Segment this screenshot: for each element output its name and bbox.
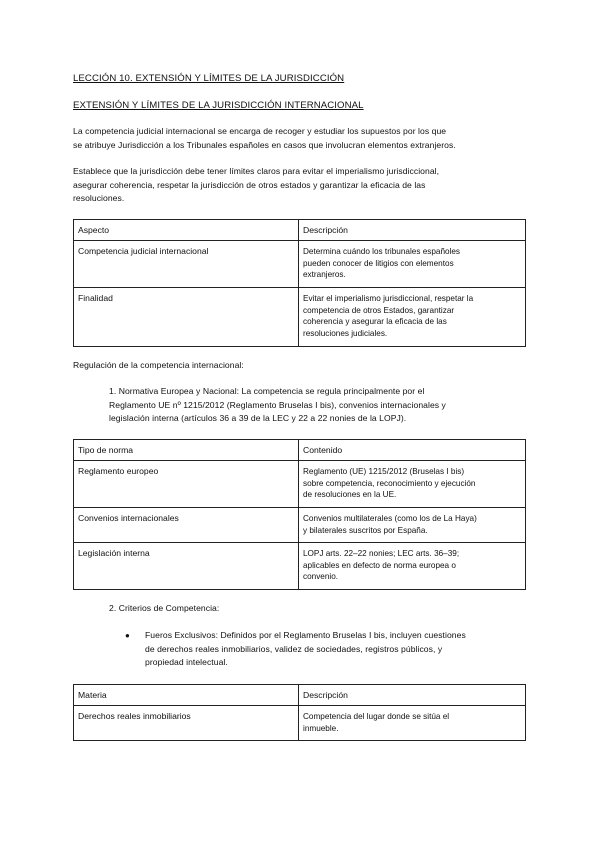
cell-line: resoluciones judiciales. (303, 328, 388, 338)
table-row (74, 288, 526, 347)
text-line: resoluciones. (73, 193, 125, 203)
table-row (74, 461, 526, 508)
table-cell (299, 706, 525, 739)
table-cell: Reglamento europeo (78, 466, 159, 476)
norm-type-table (73, 439, 526, 590)
table-cell: Finalidad (78, 293, 113, 303)
text-line: se atribuye Jurisdicción a los Tribunales españoles en casos que involucran elementos extranjeros. (73, 139, 456, 150)
table-header-row (74, 440, 526, 461)
table-row (74, 706, 526, 741)
cell-line: aplicables en defecto de norma europea o (303, 560, 456, 570)
text-line: Fueros Exclusivos: Definidos por el Reglamento Bruselas I bis, incluyen cuestiones (145, 630, 466, 640)
table-header-cell: Descripción (303, 225, 348, 235)
text-line: La competencia judicial internacional se encarga de recoger y estudiar los supuestos por los que (73, 126, 447, 136)
regulation-heading (73, 359, 531, 373)
text-line: propiedad intelectual. (145, 657, 228, 667)
table-cell: Competencia judicial internacional (78, 246, 209, 256)
bullet-icon: ● (125, 631, 130, 640)
cell-line: competencia de otros Estados, garantizar (303, 305, 455, 315)
cell-line: Competencia del lugar donde se sitúa el (303, 712, 450, 721)
table-row (74, 508, 526, 543)
text-line: 1. Normativa Europea y Nacional: La competencia se regula principalmente por el (109, 386, 425, 396)
intro-paragraph (73, 125, 531, 152)
text-line: legislación interna (artículos 36 a 39 de la LEC y 22 a 22 nonies de la LOPJ). (109, 413, 407, 423)
table-row (74, 241, 526, 288)
matter-table (73, 684, 526, 741)
cell-line: LOPJ arts. 22–22 nonies; LEC arts. 36–39; (303, 549, 460, 558)
text-line: Reglamento UE nº 1215/2012 (Reglamento Bruselas I bis), convenios internacionales y (109, 399, 446, 410)
table-cell: Derechos reales inmobiliarios (78, 711, 191, 721)
list-item-2 (109, 602, 567, 616)
table-header-cell: Aspecto (78, 225, 110, 235)
cell-line: inmueble. (303, 723, 339, 733)
table-row (74, 543, 526, 590)
text-line: Regulación de la competencia internacional: (73, 360, 244, 370)
text-line: 2. Criterios de Competencia: (109, 603, 220, 613)
text-line: de derechos reales inmobiliarios, validez de sociedades, registros públicos, y (145, 643, 443, 654)
table-cell: Convenios internacionales (78, 513, 179, 523)
text-line: asegurar coherencia, respetar la jurisdicción de otros estados y garantizar la eficacia de las (73, 179, 426, 190)
table-header-row (74, 685, 526, 706)
list-item-1 (109, 385, 529, 426)
cell-line: coherencia y asegurar la eficacia de las (303, 317, 447, 327)
cell-line: Determina cuándo los tribunales españoles (303, 247, 461, 256)
section-title: EXTENSIÓN Y LÍMITES DE LA JURISDICCIÓN INTERNACIONAL (73, 100, 364, 111)
cell-line: convenio. (303, 572, 339, 582)
cell-line: de resoluciones en la UE. (303, 490, 397, 500)
cell-line: sobre competencia, reconocimiento y ejecución (303, 478, 476, 488)
table-header-cell: Materia (78, 690, 107, 700)
table-header-cell: Descripción (303, 690, 348, 700)
cell-line: Convenios multilaterales (como los de La Haya) (303, 514, 477, 523)
table-header-cell: Tipo de norma (78, 445, 134, 455)
aspect-table (73, 219, 526, 347)
cell-line: Evitar el imperialismo jurisdiccional, respetar la (303, 294, 474, 303)
limits-paragraph (73, 165, 531, 206)
table-cell (299, 543, 525, 588)
table-cell (299, 288, 525, 344)
cell-line: y bilaterales suscritos por España. (303, 525, 428, 535)
table-cell: Legislación interna (78, 548, 150, 558)
cell-line: Reglamento (UE) 1215/2012 (Bruselas I bis) (303, 467, 465, 476)
table-header-cell: Contenido (303, 445, 343, 455)
cell-line: pueden conocer de litigios con elementos (303, 258, 454, 268)
text-line: Establece que la jurisdicción debe tener límites claros para evitar el imperialismo jurisdiccional, (73, 166, 440, 176)
lesson-title: LECCIÓN 10. EXTENSIÓN Y LÍMITES DE LA JURISDICCIÓN (73, 73, 345, 84)
table-cell (299, 508, 525, 541)
table-header-row (74, 220, 526, 241)
table-cell (299, 461, 525, 506)
table-cell (299, 241, 525, 286)
cell-line: extranjeros. (303, 270, 346, 280)
bullet-item (145, 629, 535, 670)
